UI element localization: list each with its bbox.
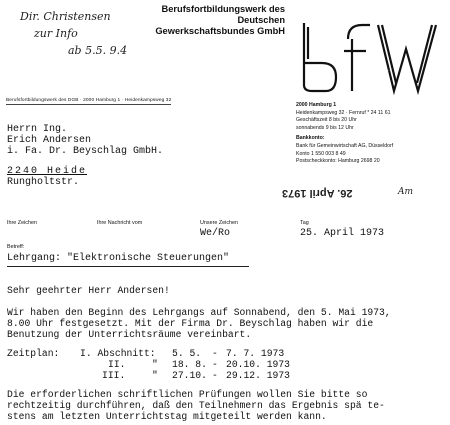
paragraph-line: Benutzung der Unterrichtsräume vereinbart. bbox=[7, 329, 252, 340]
schedule-separator: - bbox=[212, 359, 218, 370]
schedule-to: 29.12. 1973 bbox=[226, 370, 290, 381]
recipient-name: Erich Andersen bbox=[7, 135, 92, 147]
received-date-stamp: 26. April 1973 bbox=[282, 187, 353, 199]
bfw-logo bbox=[300, 15, 442, 97]
betreff-label: Betreff: bbox=[7, 244, 25, 250]
schedule-from: 18. 8. bbox=[172, 359, 207, 370]
paragraph-line: Wir haben den Beginn des Lehrgangs auf Sonnabend, den 5. Mai 1973, bbox=[7, 307, 391, 318]
schedule-ditto: " bbox=[152, 359, 158, 370]
saturday-hours: sonnabends 9 bis 12 Uhr bbox=[296, 124, 354, 131]
ihre-nachricht-label: Ihre Nachricht vom bbox=[97, 220, 143, 226]
schedule-separator: - bbox=[212, 348, 218, 359]
schedule-to: 7. 7. 1973 bbox=[226, 348, 285, 359]
handwritten-note-line: zur Info bbox=[34, 27, 78, 40]
recipient-street: Rungholtstr. bbox=[7, 176, 80, 188]
recipient-address bbox=[7, 124, 163, 188]
organization-name: Berufsfortbildungswerk des Deutschen Gewerkschaftsbundes GmbH bbox=[155, 4, 285, 36]
letter-date: 25. April 1973 bbox=[300, 228, 385, 239]
schedule-ditto: " bbox=[152, 370, 158, 381]
schedule-from: 27.10. bbox=[172, 370, 207, 381]
schedule-separator: - bbox=[212, 370, 218, 381]
schedule-section: III. bbox=[102, 370, 126, 381]
schedule-label: Zeitplan: bbox=[7, 348, 60, 359]
recipient-city: 2240 Heide bbox=[7, 165, 88, 177]
postcheck-account: Postscheckkonto: Hamburg 2698 20 bbox=[296, 158, 380, 165]
tag-label: Tag bbox=[300, 220, 309, 226]
paragraph-line: 8.00 Uhr festgesetzt. Mit der Firma Dr. Beyschlag haben wir die bbox=[7, 318, 374, 329]
paragraph-start-date bbox=[7, 307, 391, 340]
schedule-section: I. Abschnitt: bbox=[80, 348, 156, 359]
business-hours: Geschäftszeit 8 bis 20 Uhr bbox=[296, 117, 357, 124]
sender-return-line: Berufsfortbildungswerk des DGB · 2000 Hamburg 1 · Heidenkampsweg 32 bbox=[6, 98, 172, 103]
subject-underline bbox=[7, 266, 249, 267]
paragraph-line: Die erforderlichen schriftlichen Prüfungen wollen Sie bitte so bbox=[7, 389, 368, 400]
unsere-zeichen-value: We/Ro bbox=[200, 228, 231, 239]
logo-lettering: bfw bbox=[388, 71, 390, 72]
unsere-zeichen-label: Unsere Zeichen bbox=[200, 220, 239, 226]
recipient-title: Herrn Ing. bbox=[7, 124, 68, 135]
schedule-from: 5. 5. bbox=[172, 348, 202, 359]
paragraph-line: stens am letzten Unterrichtstag mitgeteilt werden kann. bbox=[7, 411, 327, 422]
bank-account: Konto 1 550 003 8 49 bbox=[296, 150, 346, 157]
schedule-to: 20.10. 1973 bbox=[226, 359, 290, 370]
paragraph-exams bbox=[7, 389, 385, 422]
received-initials: Am bbox=[398, 187, 414, 197]
bank-label: Bankkonto: bbox=[296, 135, 325, 142]
handwritten-note-line: ab 5.5. 9.4 bbox=[68, 44, 128, 57]
ihre-zeichen-label: Ihre Zeichen bbox=[7, 220, 37, 226]
sender-city: 2000 Hamburg 1 bbox=[296, 102, 337, 108]
paragraph-line: rechtzeitig durchführen, daß den Teilnehmern das Ergebnis spä te- bbox=[7, 400, 385, 411]
bank-name: Bank für Gemeinwirtschaft AG, Düsseldorf bbox=[296, 142, 394, 149]
recipient-company: i. Fa. Dr. Beyschlag GmbH. bbox=[7, 146, 164, 158]
handwritten-note-line: Dir. Christensen bbox=[20, 10, 111, 23]
salutation: Sehr geehrter Herr Andersen! bbox=[7, 285, 170, 296]
sender-address-block bbox=[296, 102, 393, 166]
subject-line: Lehrgang: "Elektronische Steuerungen" bbox=[7, 253, 230, 264]
sender-street: Heidenkampsweg 32 · Fernruf * 24 11 61 bbox=[296, 109, 391, 116]
schedule-section: II. bbox=[108, 359, 126, 370]
handwritten-note bbox=[20, 8, 127, 59]
